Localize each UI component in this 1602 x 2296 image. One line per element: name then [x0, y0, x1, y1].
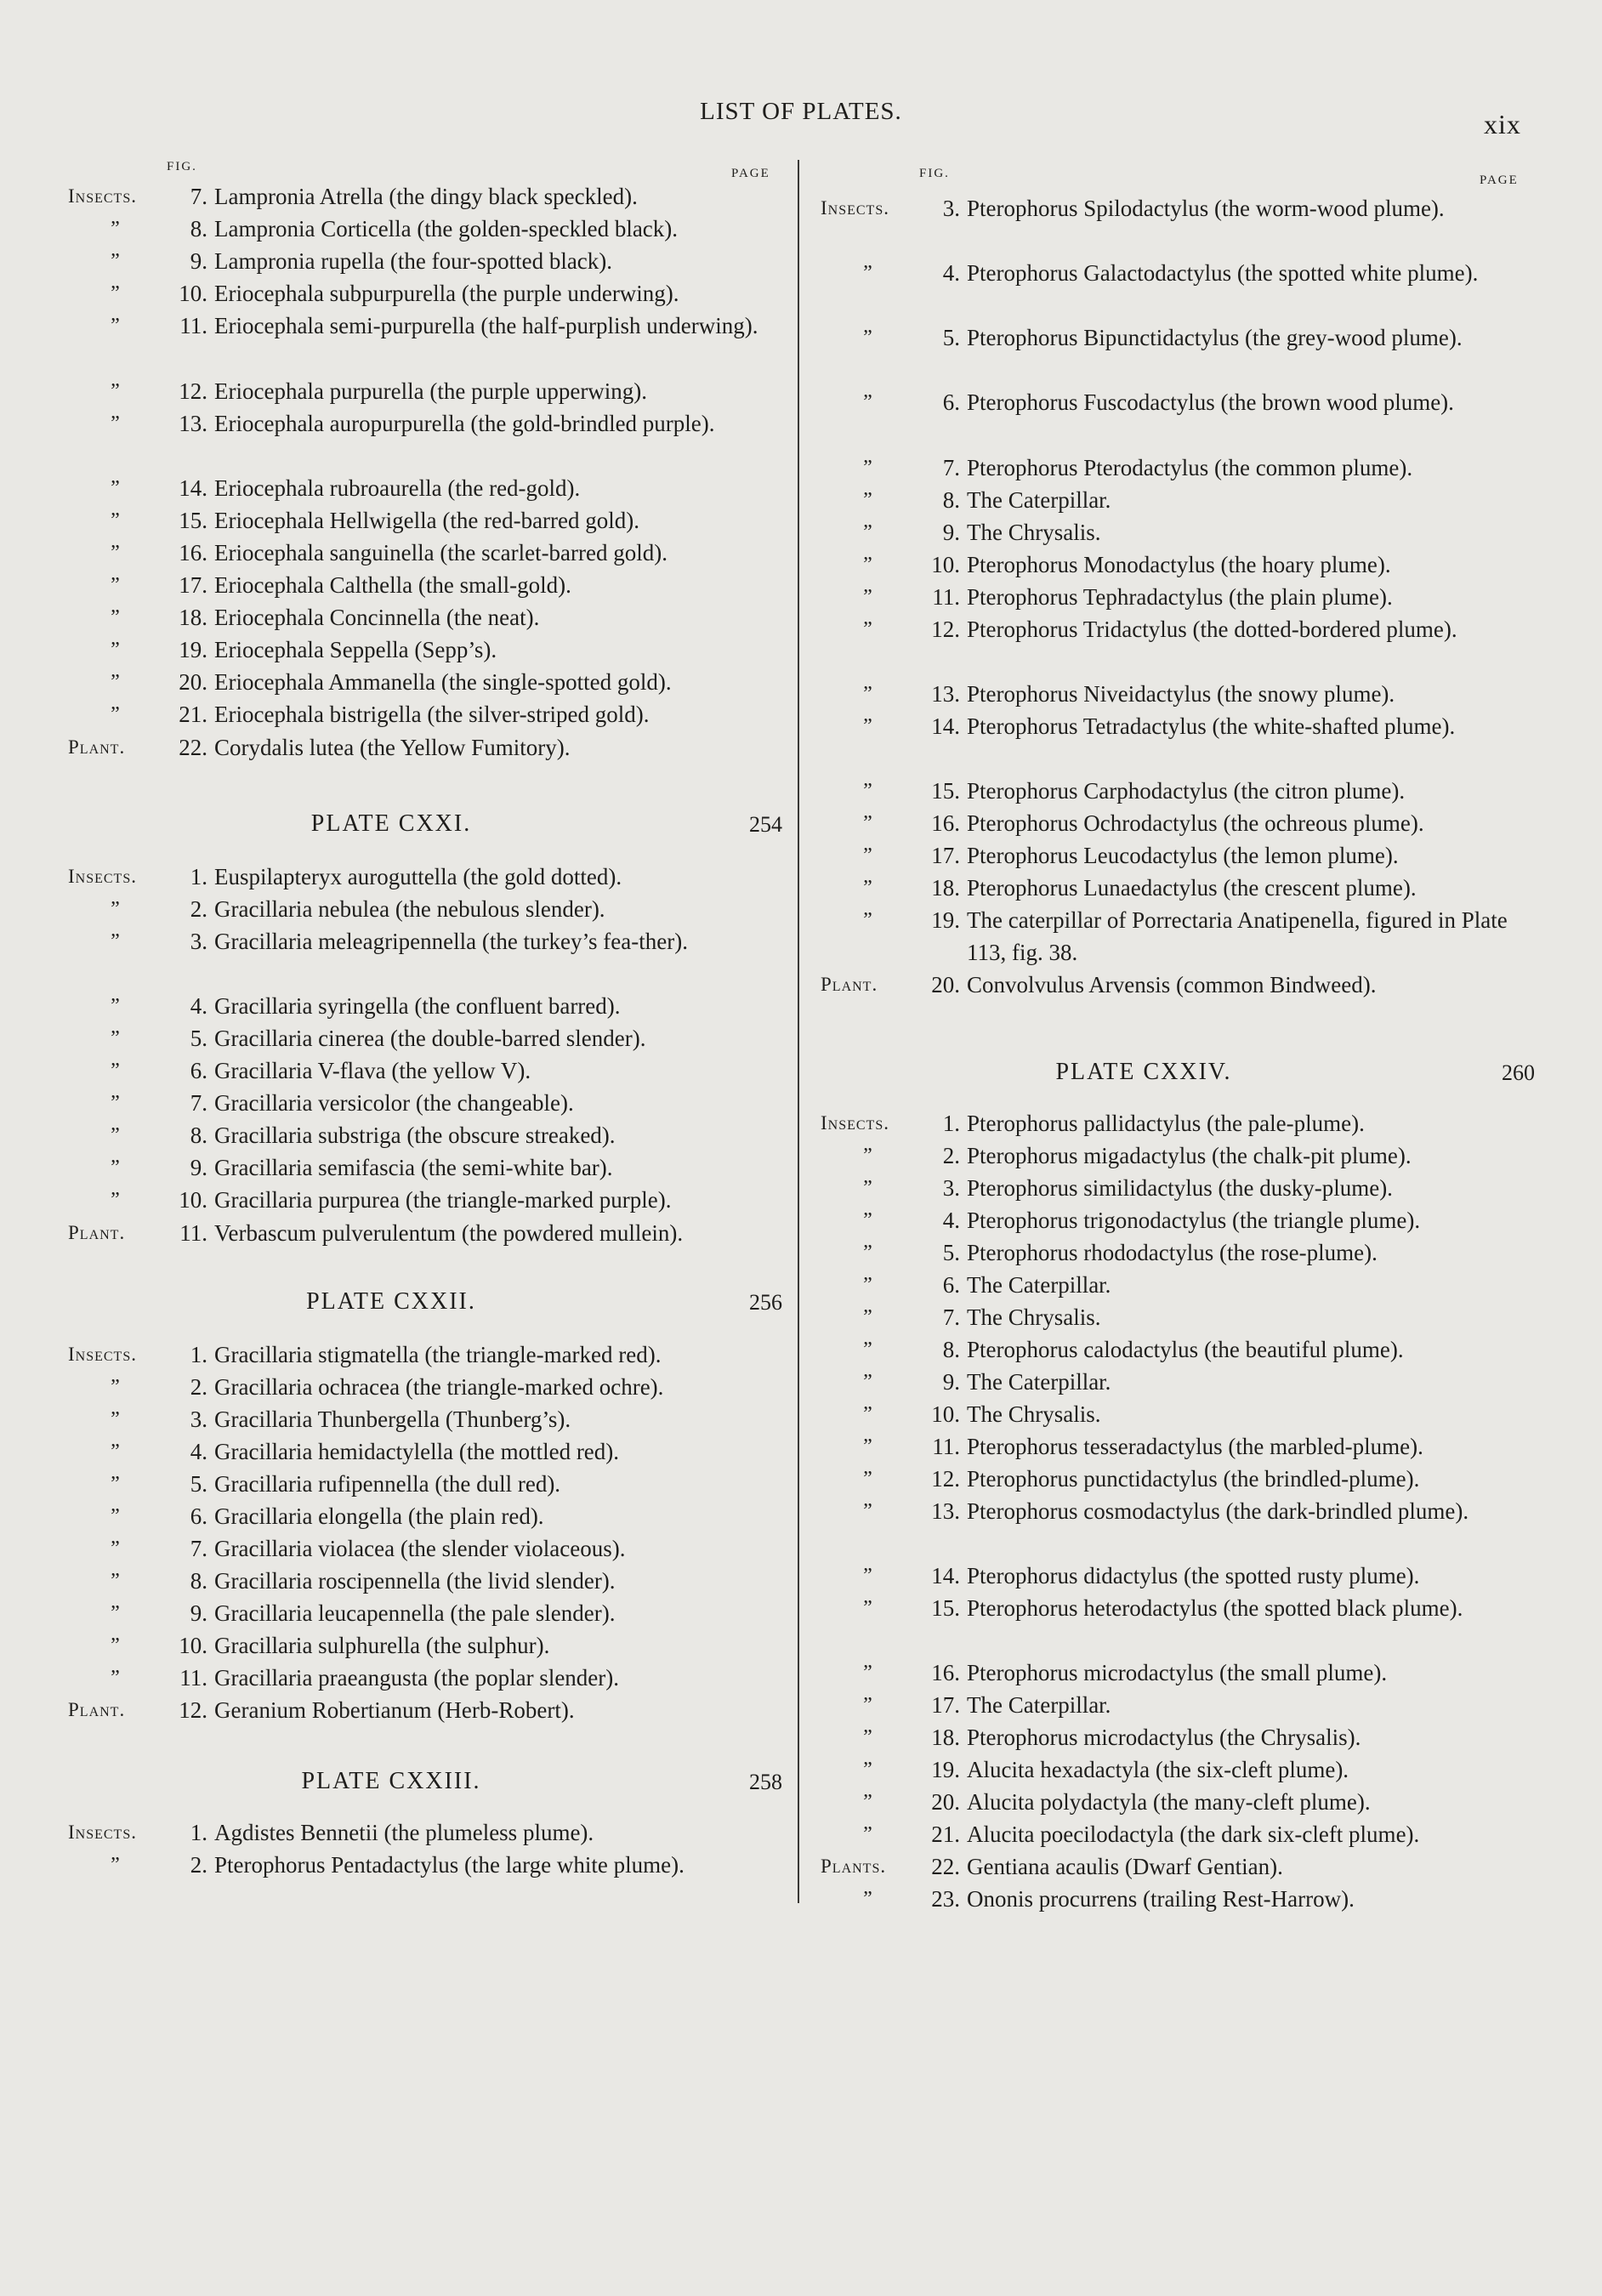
figure-number: 8. — [190, 216, 207, 242]
ditto-mark: ” — [111, 1157, 121, 1179]
figure-description: The Chrysalis. — [967, 1304, 1101, 1330]
figure-description: Eriocephala Ammanella (the single-spotted gold). — [214, 669, 672, 695]
figure-description: Gracillaria stigmatella (the triangle-marked red). — [214, 1342, 662, 1367]
figure-description: Gracillaria purpurea (the triangle-marked purple). — [214, 1187, 672, 1213]
ditto-mark: ” — [863, 327, 873, 349]
figure-description: Convolvulus Arvensis (common Bindweed). — [967, 972, 1377, 997]
figure-number: 2. — [942, 1143, 960, 1168]
ditto-mark: ” — [111, 412, 121, 435]
ditto-mark: ” — [863, 715, 873, 737]
list-item — [68, 310, 782, 374]
category-label: Plants. — [821, 1856, 887, 1877]
ditto-mark: ” — [111, 1189, 121, 1211]
figure-description: Gracillaria syringella (the confluent barred). — [214, 993, 621, 1019]
figure-description: Pterophorus Niveidactylus (the snowy plume). — [967, 681, 1395, 707]
figure-number: 13. — [931, 1498, 960, 1524]
figure-description: Eriocephala purpurella (the purple upperwing). — [214, 378, 648, 404]
ditto-mark: ” — [111, 509, 121, 531]
ditto-mark: ” — [863, 1500, 873, 1522]
ditto-mark: ” — [863, 1209, 873, 1231]
figure-number: 7. — [942, 1304, 960, 1330]
plate-page-number: 256 — [749, 1290, 782, 1315]
figure-description: Euspilapteryx auroguttella (the gold dotted). — [214, 864, 622, 889]
plate-title: PLATE CXXII. — [306, 1288, 476, 1315]
ditto-mark: ” — [111, 1027, 121, 1049]
figure-description: Eriocephala Calthella (the small-gold). — [214, 572, 571, 598]
plate-page-number: 254 — [749, 812, 782, 837]
figure-description: Gracillaria elongella (the plain red). — [214, 1503, 544, 1529]
figure-number: 11. — [179, 1220, 207, 1246]
figure-description: Pterophorus calodactylus (the beautiful plume). — [967, 1337, 1404, 1362]
figure-number: 8. — [942, 1337, 960, 1362]
figure-description: Pterophorus Spilodactylus (the worm-wood plume). — [967, 196, 1445, 221]
figure-number: 15. — [931, 1595, 960, 1621]
list-item — [821, 321, 1535, 386]
figure-description: Eriocephala Concinnella (the neat). — [214, 605, 540, 630]
figure-description: Gracillaria roscipennella (the livid slender). — [214, 1568, 616, 1594]
figure-description: Pterophorus trigonodactylus (the triangle plume). — [967, 1208, 1421, 1233]
ditto-mark: ” — [111, 1092, 121, 1114]
figure-description: Gracillaria meleagripennella (the turkey’s fea-ther). — [214, 929, 688, 954]
figure-description: Pterophorus Tetradactylus (the white-shafted plume). — [967, 713, 1456, 739]
ditto-mark: ” — [111, 1667, 121, 1689]
ditto-mark: ” — [111, 380, 121, 402]
list-item — [821, 1495, 1535, 1560]
list-item — [68, 1694, 782, 1759]
figure-description: The Caterpillar. — [967, 1369, 1111, 1395]
figure-description: Pterophorus heterodactylus (the spotted black plume). — [967, 1595, 1463, 1621]
figure-number: 5. — [190, 1026, 207, 1051]
figure-number: 18. — [931, 875, 960, 901]
ditto-mark: ” — [863, 1597, 873, 1619]
ditto-mark: ” — [863, 1145, 873, 1167]
plate-heading — [68, 1288, 782, 1322]
ditto-mark: ” — [863, 1759, 873, 1781]
ditto-mark: ” — [111, 315, 121, 337]
figure-number: 11. — [932, 1434, 960, 1459]
figure-number: 3. — [190, 929, 207, 954]
figure-description: Eriocephala Seppella (Sepp’s). — [214, 637, 497, 662]
figure-description: Corydalis lutea (the Yellow Fumitory). — [214, 735, 571, 760]
category-label: Insects. — [821, 1112, 889, 1134]
figure-description: Eriocephala subpurpurella (the purple underwing). — [214, 281, 679, 306]
figure-description: Pterophorus didactylus (the spotted rusty plume). — [967, 1563, 1420, 1588]
figure-number: 18. — [179, 605, 207, 630]
category-label: Insects. — [68, 1821, 137, 1843]
figure-number: 9. — [190, 1155, 207, 1180]
ditto-mark: ” — [111, 1124, 121, 1146]
figure-number: 10. — [931, 552, 960, 577]
figure-number: 13. — [179, 411, 207, 436]
figure-number: 19. — [931, 907, 960, 933]
plate-heading — [68, 810, 782, 844]
ditto-mark: ” — [863, 521, 873, 543]
page-number: xix — [1484, 109, 1521, 139]
figure-description: Pterophorus Ochrodactylus (the ochreous plume). — [967, 810, 1424, 836]
ditto-mark: ” — [863, 262, 873, 284]
figure-description: The caterpillar of Porrectaria Anatipenella, figured in Plate 113, fig. 38. — [967, 907, 1508, 965]
list-item — [821, 1592, 1535, 1657]
figure-number: 21. — [931, 1821, 960, 1847]
figure-number: 11. — [179, 1665, 207, 1691]
figure-description: Pterophorus Lunaedactylus (the crescent plume). — [967, 875, 1417, 901]
ditto-mark: ” — [863, 391, 873, 413]
list-item — [68, 1849, 782, 1913]
ditto-mark: ” — [111, 1570, 121, 1592]
figure-description: Gracillaria Thunbergella (Thunberg’s). — [214, 1407, 571, 1432]
ditto-mark: ” — [111, 1854, 121, 1876]
figure-description: Lampronia Corticella (the golden-speckled black). — [214, 216, 679, 242]
figure-description: Pterophorus Leucodactylus (the lemon plume). — [967, 843, 1399, 868]
figure-number: 17. — [931, 843, 960, 868]
figure-description: Gracillaria rufipennella (the dull red). — [214, 1471, 561, 1497]
ditto-mark: ” — [111, 1408, 121, 1430]
figure-number: 17. — [179, 572, 207, 598]
ditto-mark: ” — [863, 909, 873, 931]
figure-description: Gracillaria sulphurella (the sulphur). — [214, 1633, 550, 1658]
ditto-mark: ” — [111, 282, 121, 304]
plate-title: PLATE CXXIII. — [301, 1768, 481, 1794]
figure-number: 20. — [931, 1789, 960, 1815]
ditto-mark: ” — [111, 1376, 121, 1398]
figure-number: 7. — [190, 1536, 207, 1561]
ditto-mark: ” — [863, 1371, 873, 1393]
list-item — [821, 386, 1535, 451]
ditto-mark: ” — [111, 1441, 121, 1463]
ditto-mark: ” — [863, 1823, 873, 1845]
list-item — [68, 1217, 782, 1282]
ditto-mark: ” — [111, 542, 121, 564]
figure-description: Pterophorus similidactylus (the dusky-plume). — [967, 1175, 1393, 1201]
list-item — [821, 613, 1535, 678]
ditto-mark: ” — [111, 1060, 121, 1082]
figure-description: Eriocephala auropurpurella (the gold-brindled purple). — [214, 411, 715, 436]
figure-description: Gracillaria violacea (the slender violaceous). — [214, 1536, 626, 1561]
figure-number: 9. — [942, 1369, 960, 1395]
figure-number: 3. — [942, 196, 960, 221]
ditto-mark: ” — [111, 477, 121, 499]
figure-number: 22. — [931, 1854, 960, 1879]
ditto-mark: ” — [863, 1694, 873, 1716]
ditto-mark: ” — [863, 1274, 873, 1296]
ditto-mark: ” — [111, 250, 121, 272]
ditto-mark: ” — [111, 1505, 121, 1527]
category-label: Insects. — [821, 197, 889, 219]
figure-number: 15. — [931, 778, 960, 804]
category-label: Plant. — [821, 974, 878, 995]
figure-description: The Caterpillar. — [967, 1692, 1111, 1718]
figure-description: Pterophorus punctidactylus (the brindled-plume). — [967, 1466, 1420, 1492]
figure-number: 13. — [931, 681, 960, 707]
figure-description: Lampronia Atrella (the dingy black speckled). — [214, 184, 638, 209]
figure-description: Gentiana acaulis (Dwarf Gentian). — [967, 1854, 1283, 1879]
figure-description: Pterophorus Galactodactylus (the spotted white plume). — [967, 260, 1479, 286]
figure-number: 2. — [190, 1374, 207, 1400]
ditto-mark: ” — [111, 1602, 121, 1624]
plate-title: PLATE CXXIV. — [1055, 1059, 1232, 1085]
figure-number: 20. — [179, 669, 207, 695]
page-header: PAGE — [1480, 173, 1519, 187]
figure-description: Pterophorus Pterodactylus (the common plume). — [967, 455, 1413, 480]
ditto-mark: ” — [863, 1435, 873, 1458]
figure-number: 6. — [190, 1503, 207, 1529]
ditto-mark: ” — [863, 1242, 873, 1264]
figure-number: 18. — [931, 1725, 960, 1750]
ditto-mark: ” — [863, 554, 873, 576]
figure-number: 5. — [942, 325, 960, 350]
figure-description: Eriocephala sanguinella (the scarlet-barred gold). — [214, 540, 668, 565]
figure-description: Gracillaria hemidactylella (the mottled red). — [214, 1439, 620, 1464]
figure-description: Pterophorus Tridactylus (the dotted-bordered plume). — [967, 617, 1457, 642]
figure-description: Gracillaria praeangusta (the poplar slender). — [214, 1665, 620, 1691]
ditto-mark: ” — [863, 618, 873, 640]
ditto-mark: ” — [863, 780, 873, 802]
figure-number: 8. — [190, 1568, 207, 1594]
figure-number: 10. — [179, 1633, 207, 1658]
figure-number: 7. — [190, 1090, 207, 1116]
figure-number: 21. — [179, 702, 207, 727]
category-label: Plant. — [68, 1222, 126, 1243]
figure-number: 19. — [931, 1757, 960, 1782]
figure-number: 8. — [190, 1122, 207, 1148]
figure-description: Eriocephala bistrigella (the silver-striped gold). — [214, 702, 650, 727]
plate-heading — [821, 1059, 1535, 1093]
figure-description: The Chrysalis. — [967, 1401, 1101, 1427]
ditto-mark: ” — [111, 1537, 121, 1560]
ditto-mark: ” — [863, 1888, 873, 1910]
figure-description: Pterophorus Monodactylus (the hoary plume). — [967, 552, 1391, 577]
ditto-mark: ” — [111, 1473, 121, 1495]
figure-number: 10. — [179, 1187, 207, 1213]
figure-number: 1. — [942, 1111, 960, 1136]
figure-number: 11. — [179, 313, 207, 338]
list-item — [68, 407, 782, 472]
figure-number: 1. — [190, 1342, 207, 1367]
figure-description: Pterophorus microdactylus (the Chrysalis). — [967, 1725, 1361, 1750]
figure-number: 8. — [942, 487, 960, 513]
figure-description: Gracillaria V-flava (the yellow V). — [214, 1058, 531, 1083]
figure-description: Gracillaria versicolor (the changeable). — [214, 1090, 574, 1116]
ditto-mark: ” — [863, 1403, 873, 1425]
figure-description: Pterophorus Bipunctidactylus (the grey-wood plume). — [967, 325, 1463, 350]
ditto-mark: ” — [863, 1791, 873, 1813]
list-item — [821, 257, 1535, 321]
figure-number: 7. — [190, 184, 207, 209]
ditto-mark: ” — [111, 703, 121, 725]
plate-heading — [68, 1768, 782, 1802]
ditto-mark: ” — [111, 1634, 121, 1657]
ditto-mark: ” — [111, 898, 121, 920]
figure-number: 6. — [190, 1058, 207, 1083]
figure-description: Pterophorus cosmodactylus (the dark-brindled plume). — [967, 1498, 1469, 1524]
fig-header: FIG. — [167, 160, 197, 173]
figure-number: 23. — [931, 1886, 960, 1912]
figure-number: 14. — [931, 713, 960, 739]
figure-description: Alucita hexadactyla (the six-cleft plume). — [967, 1757, 1349, 1782]
figure-description: Eriocephala rubroaurella (the red-gold). — [214, 475, 581, 501]
page-title: LIST OF PLATES. — [700, 98, 902, 125]
figure-number: 9. — [190, 1600, 207, 1626]
figure-description: Eriocephala Hellwigella (the red-barred gold). — [214, 508, 640, 533]
figure-description: Pterophorus microdactylus (the small plume). — [967, 1660, 1388, 1685]
category-label: Plant. — [68, 1699, 126, 1720]
figure-number: 14. — [179, 475, 207, 501]
figure-number: 3. — [942, 1175, 960, 1201]
figure-number: 4. — [190, 993, 207, 1019]
figure-number: 10. — [931, 1401, 960, 1427]
figure-number: 10. — [179, 281, 207, 306]
figure-description: Pterophorus Tephradactylus (the plain plume). — [967, 584, 1393, 610]
category-label: Insects. — [68, 866, 137, 887]
figure-number: 4. — [942, 260, 960, 286]
list-item — [821, 969, 1535, 1033]
ditto-mark: ” — [863, 1306, 873, 1328]
ditto-mark: ” — [111, 671, 121, 693]
figure-description: Alucita polydactyla (the many-cleft plume). — [967, 1789, 1371, 1815]
figure-number: 2. — [190, 1852, 207, 1878]
ditto-mark: ” — [863, 457, 873, 479]
figure-number: 1. — [190, 864, 207, 889]
list-item — [68, 731, 782, 796]
figure-number: 16. — [179, 540, 207, 565]
ditto-mark: ” — [863, 1338, 873, 1361]
figure-description: Gracillaria substriga (the obscure streaked). — [214, 1122, 616, 1148]
figure-number: 5. — [942, 1240, 960, 1265]
category-label: Plant. — [68, 736, 126, 758]
figure-description: The Chrysalis. — [967, 520, 1101, 545]
figure-number: 14. — [931, 1563, 960, 1588]
list-item — [821, 192, 1535, 257]
ditto-mark: ” — [863, 1565, 873, 1587]
figure-number: 12. — [179, 378, 207, 404]
figure-description: Gracillaria leucapennella (the pale slender). — [214, 1600, 616, 1626]
figure-description: The Caterpillar. — [967, 1272, 1111, 1298]
figure-description: Pterophorus tesseradactylus (the marbled-plume). — [967, 1434, 1423, 1459]
figure-description: Pterophorus migadactylus (the chalk-pit plume). — [967, 1143, 1412, 1168]
figure-number: 16. — [931, 1660, 960, 1685]
figure-number: 5. — [190, 1471, 207, 1497]
figure-description: Gracillaria ochracea (the triangle-marked ochre). — [214, 1374, 664, 1400]
figure-description: Geranium Robertianum (Herb-Robert). — [214, 1697, 575, 1723]
ditto-mark: ” — [863, 844, 873, 867]
category-label: Insects. — [68, 185, 137, 207]
figure-number: 6. — [942, 389, 960, 415]
figure-description: Agdistes Bennetii (the plumeless plume). — [214, 1820, 594, 1845]
figure-number: 4. — [190, 1439, 207, 1464]
figure-number: 6. — [942, 1272, 960, 1298]
figure-number: 9. — [190, 248, 207, 274]
ditto-mark: ” — [111, 574, 121, 596]
list-item — [821, 1883, 1535, 1947]
figure-description: Gracillaria semifascia (the semi-white bar). — [214, 1155, 613, 1180]
ditto-mark: ” — [863, 1662, 873, 1684]
fig-header: FIG. — [919, 167, 950, 180]
figure-description: Ononis procurrens (trailing Rest-Harrow). — [967, 1886, 1355, 1912]
figure-number: 17. — [931, 1692, 960, 1718]
figure-description: Pterophorus Pentadactylus (the large white plume). — [214, 1852, 685, 1878]
figure-number: 20. — [931, 972, 960, 997]
figure-number: 3. — [190, 1407, 207, 1432]
figure-number: 2. — [190, 896, 207, 922]
ditto-mark: ” — [863, 683, 873, 705]
ditto-mark: ” — [111, 995, 121, 1017]
page-header: PAGE — [731, 167, 770, 180]
ditto-mark: ” — [111, 930, 121, 952]
figure-description: Eriocephala semi-purpurella (the half-purplish underwing). — [214, 313, 758, 338]
ditto-mark: ” — [863, 877, 873, 899]
figure-number: 11. — [932, 584, 960, 610]
list-item — [821, 904, 1535, 969]
figure-number: 16. — [931, 810, 960, 836]
list-item — [821, 710, 1535, 775]
figure-number: 7. — [942, 455, 960, 480]
ditto-mark: ” — [111, 606, 121, 628]
figure-number: 15. — [179, 508, 207, 533]
figure-description: Gracillaria cinerea (the double-barred slender). — [214, 1026, 646, 1051]
figure-description: Lampronia rupella (the four-spotted black). — [214, 248, 613, 274]
figure-description: Pterophorus rhododactylus (the rose-plume). — [967, 1240, 1378, 1265]
plate-page-number: 258 — [749, 1770, 782, 1794]
figure-description: Verbascum pulverulentum (the powdered mullein). — [214, 1220, 684, 1246]
ditto-mark: ” — [863, 1726, 873, 1748]
figure-description: The Caterpillar. — [967, 487, 1111, 513]
ditto-mark: ” — [111, 218, 121, 240]
figure-number: 19. — [179, 637, 207, 662]
ditto-mark: ” — [863, 1468, 873, 1490]
ditto-mark: ” — [111, 639, 121, 661]
figure-number: 22. — [179, 735, 207, 760]
figure-number: 1. — [190, 1820, 207, 1845]
figure-description: Pterophorus Fuscodactylus (the brown wood plume). — [967, 389, 1454, 415]
ditto-mark: ” — [863, 1177, 873, 1199]
figure-number: 9. — [942, 520, 960, 545]
ditto-mark: ” — [863, 586, 873, 608]
figure-number: 12. — [931, 1466, 960, 1492]
figure-number: 12. — [931, 617, 960, 642]
figure-description: Gracillaria nebulea (the nebulous slender). — [214, 896, 605, 922]
figure-number: 12. — [179, 1697, 207, 1723]
figure-description: Pterophorus pallidactylus (the pale-plume). — [967, 1111, 1365, 1136]
figure-description: Alucita poecilodactyla (the dark six-cleft plume). — [967, 1821, 1420, 1847]
plate-page-number: 260 — [1502, 1060, 1535, 1085]
ditto-mark: ” — [863, 489, 873, 511]
category-label: Insects. — [68, 1344, 137, 1365]
figure-number: 4. — [942, 1208, 960, 1233]
list-item — [68, 925, 782, 990]
plate-title: PLATE CXXI. — [310, 810, 472, 837]
figure-description: Pterophorus Carphodactylus (the citron plume). — [967, 778, 1406, 804]
ditto-mark: ” — [863, 812, 873, 834]
